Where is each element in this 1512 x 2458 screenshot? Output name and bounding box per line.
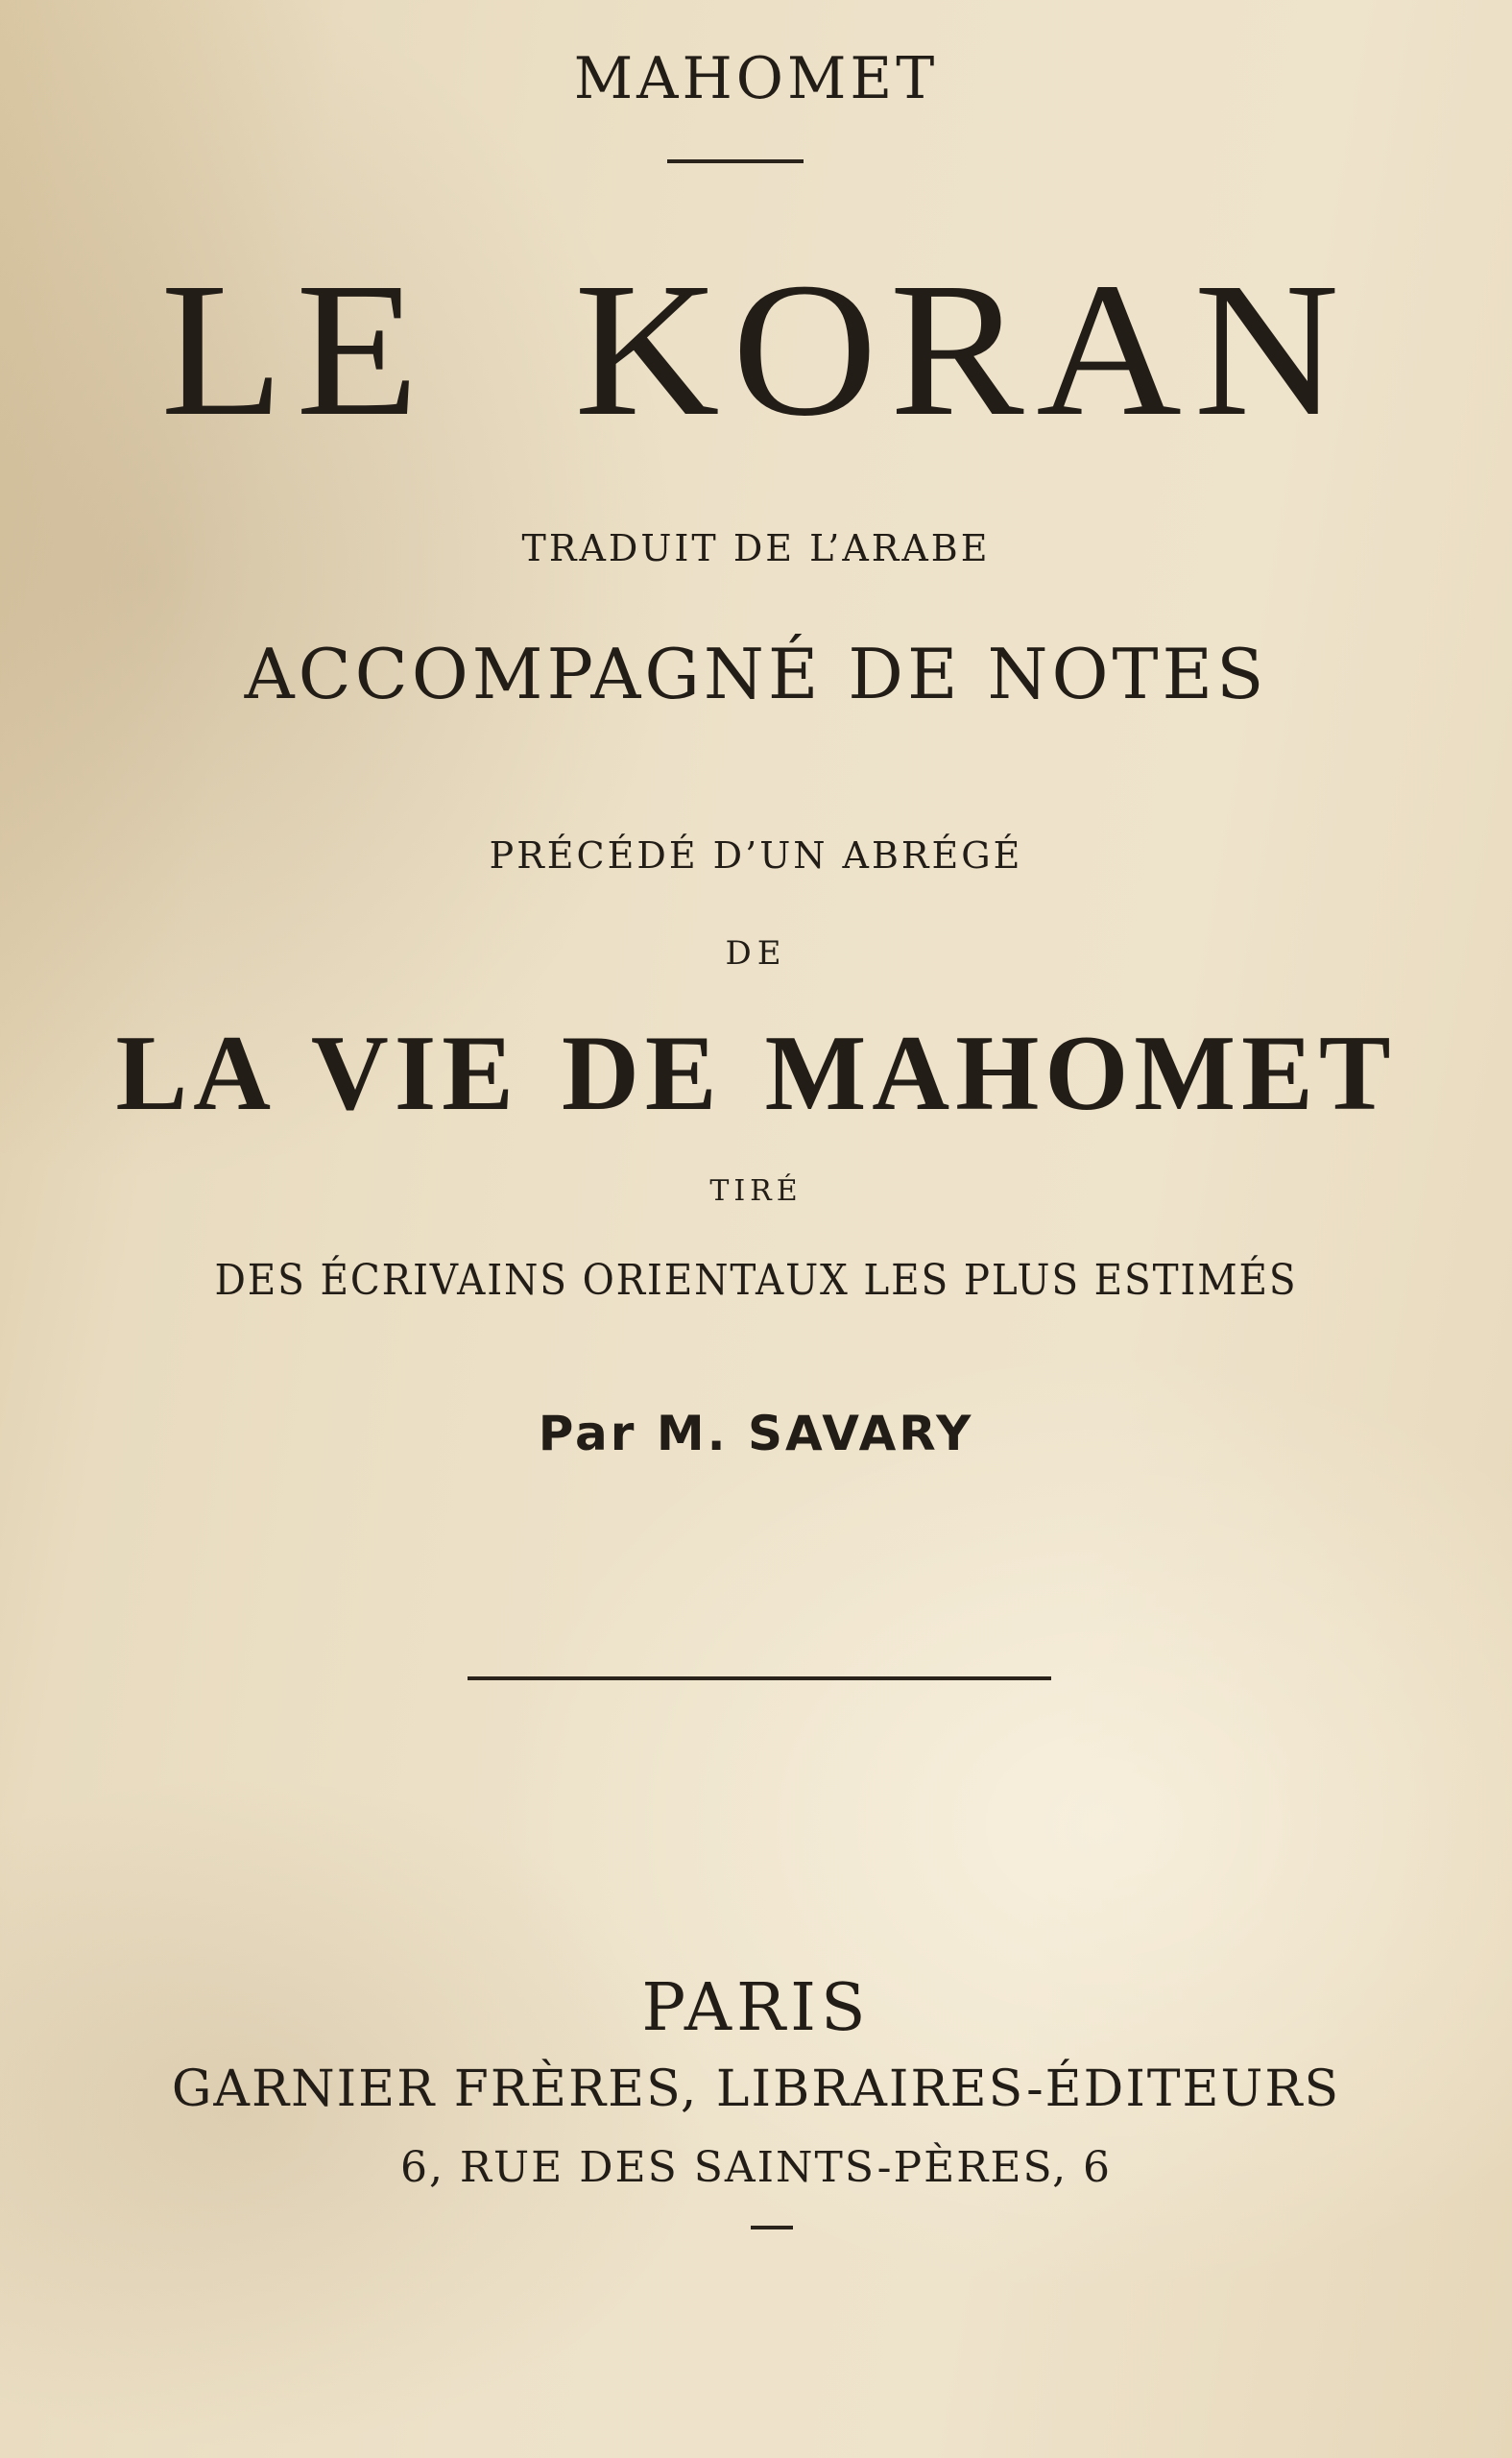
translation-note: TRADUIT DE L’ARABE: [521, 527, 991, 569]
imprint-address: 6, RUE DES SAINTS-PÈRES, 6: [399, 2143, 1113, 2192]
imprint-city: PARIS: [641, 1970, 871, 2046]
life-title: LA VIE DE MAHOMET: [115, 1014, 1397, 1133]
notes-note: ACCOMPAGNÉ DE NOTES: [244, 634, 1268, 714]
book-title: LE KORAN: [160, 244, 1352, 456]
connector-de: DE: [725, 934, 787, 973]
sources-note: DES ÉCRIVAINS ORIENTAUX LES PLUS ESTIMÉS: [214, 1256, 1298, 1305]
author-name: MAHOMET: [573, 45, 939, 112]
imprint-publisher: GARNIER FRÈRES, LIBRAIRES-ÉDITEURS: [171, 2060, 1341, 2118]
middle-divider: [468, 1676, 1051, 1680]
bottom-dash: [751, 2226, 793, 2229]
translator-byline: Par M. SAVARY: [538, 1406, 974, 1461]
connector-tire: TIRÉ: [709, 1174, 803, 1208]
top-divider: [667, 159, 804, 163]
preceded-note: PRÉCÉDÉ D’UN ABRÉGÉ: [489, 834, 1023, 877]
